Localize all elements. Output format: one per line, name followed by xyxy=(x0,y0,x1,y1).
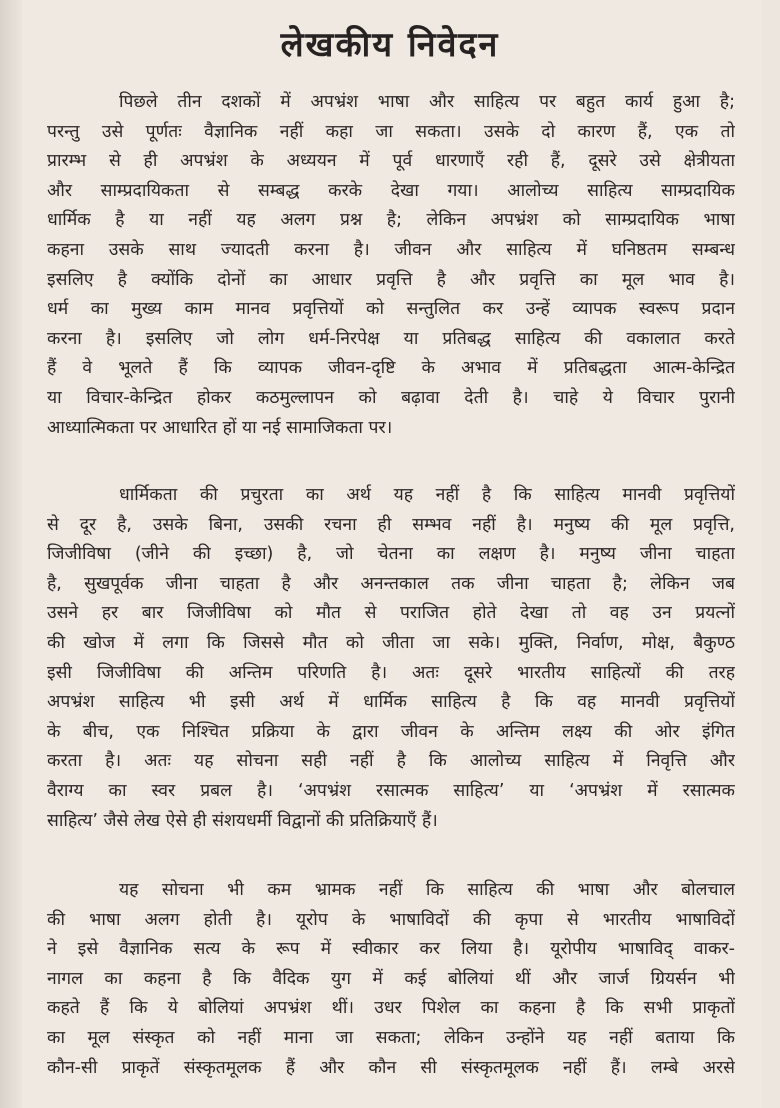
text-line: यह सोचना भी कम भ्रामक नहीं कि साहित्य की भाषा और बोलचाल xyxy=(119,880,735,900)
text-line: के बीच, एक निश्चित प्रक्रिया के द्वारा जीवन के अन्तिम लक्ष्य की ओर इंगित xyxy=(47,721,735,742)
text-line: कहते हैं कि ये बोलियां अपभ्रंश थीं। उधर पिशेल का कहना है कि सभी प्राकृतों xyxy=(47,998,735,1019)
text-line: करना है। इसलिए जो लोग धर्म-निरपेक्ष या प्रतिबद्ध साहित्य की वकालात करते xyxy=(47,328,735,349)
text-line: ने इसे वैज्ञानिक सत्य के रूप में स्वीकार कर लिया है। यूरोपीय भाषाविद् वाकर- xyxy=(47,939,735,960)
text-line: करता है। अतः यह सोचना सही नहीं है कि आलोच्य साहित्य में निवृत्ति और xyxy=(47,751,735,772)
text-line: धार्मिक है या नहीं यह अलग प्रश्न है; लेकिन अपभ्रंश को साम्प्रदायिक भाषा xyxy=(47,210,735,231)
paragraph-2 xyxy=(47,481,735,836)
page-edge-shadow xyxy=(0,0,22,1108)
paragraph-3 xyxy=(47,876,735,1083)
text-line: आध्यात्मिकता पर आधारित हों या नई सामाजिकता पर। xyxy=(47,417,393,438)
text-line: है, सुखपूर्वक जीना चाहता है और अनन्तकाल तक जीना चाहता है; लेकिन जब xyxy=(47,573,735,594)
text-line: या विचार-केन्द्रित होकर कठमुल्लापन को बढ़ावा देती है। चाहे ये विचार पुरानी xyxy=(47,387,735,408)
text-line: वैराग्य का स्वर प्रबल है। ‘अपभ्रंश रसात्मक साहित्य’ या ‘अपभ्रंश में रसात्मक xyxy=(47,780,735,801)
text-line: धर्म का मुख्य काम मानव प्रवृत्तियों को सन्तुलित कर उन्हें व्यापक स्वरूप प्रदान xyxy=(47,299,735,320)
text-line: इसलिए है क्योंकि दोनों का आधार प्रवृत्ति है और प्रवृत्ति का मूल भाव है। xyxy=(47,269,735,290)
text-line: की खोज में लगा कि जिससे मौत को जीता जा सके। मुक्ति, निर्वाण, मोक्ष, बैकुण्ठ xyxy=(47,632,735,653)
text-line: से दूर है, उसके बिना, उसकी रचना ही सम्भव नहीं है। मनुष्य की मूल प्रवृत्ति, xyxy=(47,514,735,535)
text-line: पिछले तीन दशकों में अपभ्रंश भाषा और साहित्य पर बहुत कार्य हुआ है; xyxy=(119,92,735,112)
text-line: और साम्प्रदायिकता से सम्बद्ध करके देखा गया। आलोच्य साहित्य साम्प्रदायिक xyxy=(47,180,735,201)
page-title: लेखकीय निवेदन xyxy=(280,25,500,65)
text-line: कौन-सी प्राकृतें संस्कृतमूलक हैं और कौन सी संस्कृतमूलक नहीं हैं। लम्बे अरसे xyxy=(47,1057,735,1078)
paragraph-1 xyxy=(47,88,735,443)
text-line: हैं वे भूलते हैं कि व्यापक जीवन-दृष्टि के अभाव में प्रतिबद्धता आत्म-केन्द्रित xyxy=(47,358,735,379)
text-line: कहना उसके साथ ज्यादती करना है। जीवन और साहित्य में घनिष्ठतम सम्बन्ध xyxy=(47,239,735,260)
text-line: धार्मिकता की प्रचुरता का अर्थ यह नहीं है कि साहित्य मानवी प्रवृत्तियों xyxy=(119,485,735,505)
text-line: परन्तु उसे पूर्णतः वैज्ञानिक नहीं कहा जा सकता। उसके दो कारण हैं, एक तो xyxy=(47,121,735,142)
text-line: नागल का कहना है कि वैदिक युग में कई बोलियां थीं और जार्ज ग्रियर्सन भी xyxy=(47,968,735,989)
text-line: इसी जिजीविषा की अन्तिम परिणति है। अतः दूसरे भारतीय साहित्यों की तरह xyxy=(47,662,735,683)
text-line: जिजीविषा (जीने की इच्छा) है, जो चेतना का लक्षण है। मनुष्य जीना चाहता xyxy=(47,544,735,565)
text-line: का मूल संस्कृत को नहीं माना जा सकता; लेकिन उन्होंने यह नहीं बताया कि xyxy=(47,1027,735,1048)
text-line: उसने हर बार जिजीविषा को मौत से पराजित होते देखा तो वह उन प्रयत्नों xyxy=(47,603,735,624)
text-line: साहित्य’ जैसे लेख ऐसे ही संशयधर्मी विद्वानों की प्रतिक्रियाएँ हैं। xyxy=(47,810,438,831)
text-line: प्रारम्भ से ही अपभ्रंश के अध्ययन में पूर्व धारणाएँ रही हैं, दूसरे उसे क्षेत्रीयता xyxy=(47,151,735,172)
text-line: अपभ्रंश साहित्य भी इसी अर्थ में धार्मिक साहित्य है कि वह मानवी प्रवृत्तियों xyxy=(47,692,735,713)
text-line: की भाषा अलग होती है। यूरोप के भाषाविदों की कृपा से भारतीय भाषाविदों xyxy=(47,909,735,930)
